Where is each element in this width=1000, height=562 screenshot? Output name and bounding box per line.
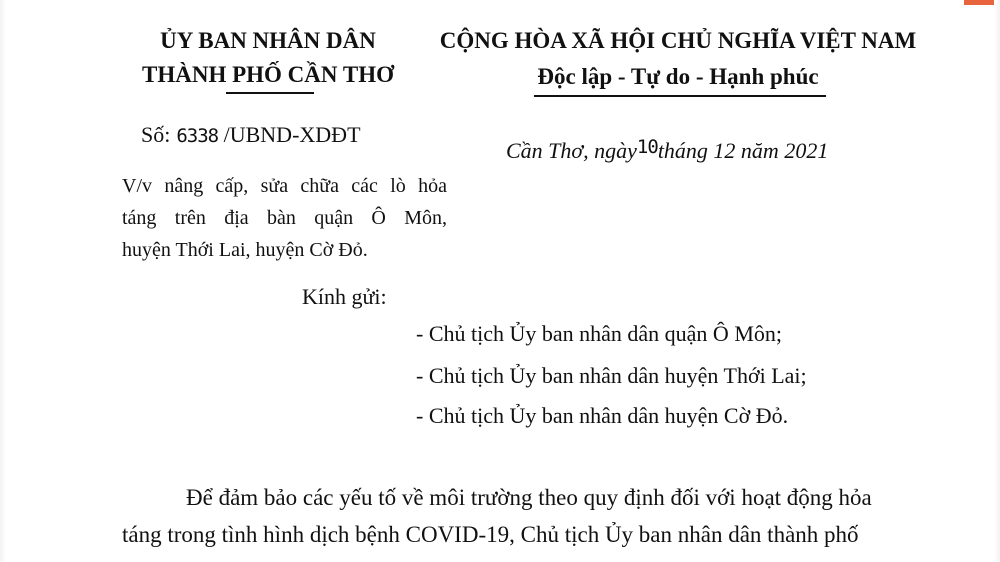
body-paragraph-line: Để đảm bảo các yếu tố về môi trường theo quy định đối với hoạt động hỏa bbox=[186, 485, 872, 510]
agency-name-line1: ỦY BAN NHÂN DÂN bbox=[160, 28, 376, 53]
subject-line: huyện Thới Lai, huyện Cờ Đỏ. bbox=[122, 239, 368, 261]
document-number bbox=[141, 122, 361, 148]
scan-edge-right bbox=[994, 0, 1000, 562]
date-place-prefix: Cần Thơ, ngày bbox=[506, 138, 637, 163]
national-motto: Độc lập - Tự do - Hạnh phúc bbox=[537, 64, 819, 89]
date-month-year: tháng 12 năm 2021 bbox=[657, 138, 829, 163]
recipients-label: Kính gửi: bbox=[302, 284, 387, 309]
document-number-value: 6338 bbox=[176, 125, 219, 147]
motto-underline bbox=[534, 95, 826, 97]
date-day: 10 bbox=[636, 136, 658, 158]
recipient-item: - Chủ tịch Ủy ban nhân dân huyện Thới Lai; bbox=[416, 363, 807, 388]
recipient-item: - Chủ tịch Ủy ban nhân dân huyện Cờ Đỏ. bbox=[416, 403, 789, 428]
place-and-date bbox=[506, 138, 828, 164]
nation-title: CỘNG HÒA XÃ HỘI CHỦ NGHĨA VIỆT NAM bbox=[439, 28, 917, 53]
agency-underline bbox=[226, 92, 314, 94]
document-number-suffix: /UBND-XDĐT bbox=[223, 122, 361, 147]
document-number-prefix: Số: bbox=[141, 122, 171, 147]
recipient-item: - Chủ tịch Ủy ban nhân dân quận Ô Môn; bbox=[416, 321, 782, 346]
subject-line: V/v nâng cấp, sửa chữa các lò hỏa bbox=[122, 175, 447, 197]
scan-edge-left bbox=[0, 0, 6, 562]
body-paragraph-line: táng trong tình hình dịch bệnh COVID-19, Chủ tịch Ủy ban nhân dân thành phố bbox=[122, 522, 859, 547]
subject-line: táng trên địa bàn quận Ô Môn, bbox=[122, 207, 447, 229]
agency-name-line2: THÀNH PHỐ CẦN THƠ bbox=[142, 62, 394, 87]
